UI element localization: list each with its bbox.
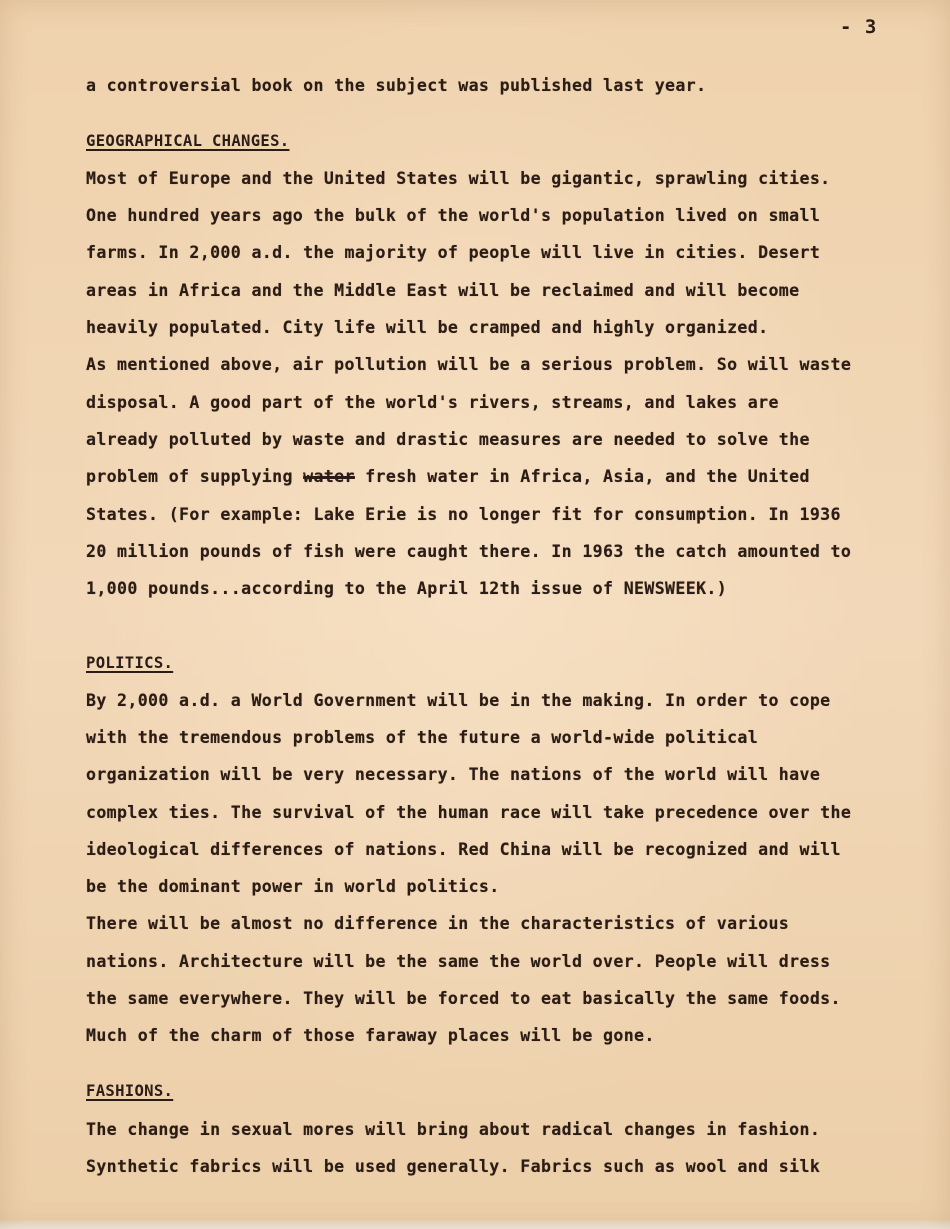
- text-line: nations. Architecture will be the same the world over. People will dress: [86, 952, 831, 971]
- text-before-strike: problem of supplying: [86, 467, 304, 486]
- text-line: The change in sexual mores will bring about radical changes in fashion.: [86, 1120, 821, 1139]
- text-line: with the tremendous problems of the future a world-wide political: [86, 728, 759, 747]
- text-line: already polluted by waste and drastic measures are needed to solve the: [86, 430, 810, 449]
- section-heading-fashions: FASHIONS.: [86, 1082, 174, 1100]
- text-line: One hundred years ago the bulk of the world's population lived on small: [86, 206, 821, 225]
- text-line: disposal. A good part of the world's rivers, streams, and lakes are: [86, 393, 779, 412]
- text-line: There will be almost no difference in the characteristics of various: [86, 914, 790, 933]
- text-line: States. (For example: Lake Erie is no longer fit for consumption. In 1936: [86, 505, 841, 524]
- text-line: complex ties. The survival of the human race will take precedence over the: [86, 803, 852, 822]
- text-line-with-strikeout: [86, 469, 810, 486]
- text-line: As mentioned above, air pollution will be a serious problem. So will waste: [86, 355, 852, 374]
- intro-line: a controversial book on the subject was published last year.: [86, 76, 707, 95]
- paper-bottom-edge: [0, 1220, 950, 1229]
- text-line: the same everywhere. They will be forced to eat basically the same foods.: [86, 989, 841, 1008]
- text-line: Synthetic fabrics will be used generally. Fabrics such as wool and silk: [86, 1157, 821, 1176]
- text-line: 20 million pounds of fish were caught there. In 1963 the catch amounted to: [86, 542, 852, 561]
- text-line: ideological differences of nations. Red China will be recognized and will: [86, 840, 841, 859]
- text-line: be the dominant power in world politics.: [86, 877, 500, 896]
- section-heading-geography: GEOGRAPHICAL CHANGES.: [86, 132, 290, 150]
- text-line: 1,000 pounds...according to the April 12th issue of NEWSWEEK.): [86, 579, 728, 598]
- text-line: farms. In 2,000 a.d. the majority of people will live in cities. Desert: [86, 243, 821, 262]
- text-line: By 2,000 a.d. a World Government will be in the making. In order to cope: [86, 691, 831, 710]
- text-after-strike: fresh water in Africa, Asia, and the United: [354, 467, 810, 486]
- struck-word: water: [303, 467, 355, 486]
- text-line: Much of the charm of those faraway places will be gone.: [86, 1026, 655, 1045]
- text-line: Most of Europe and the United States will be gigantic, sprawling cities.: [86, 169, 831, 188]
- page-number: - 3: [840, 16, 878, 38]
- text-line: heavily populated. City life will be cramped and highly organized.: [86, 318, 769, 337]
- text-line: organization will be very necessary. The nations of the world will have: [86, 765, 821, 784]
- text-line: areas in Africa and the Middle East will be reclaimed and will become: [86, 281, 800, 300]
- section-heading-politics: POLITICS.: [86, 654, 174, 672]
